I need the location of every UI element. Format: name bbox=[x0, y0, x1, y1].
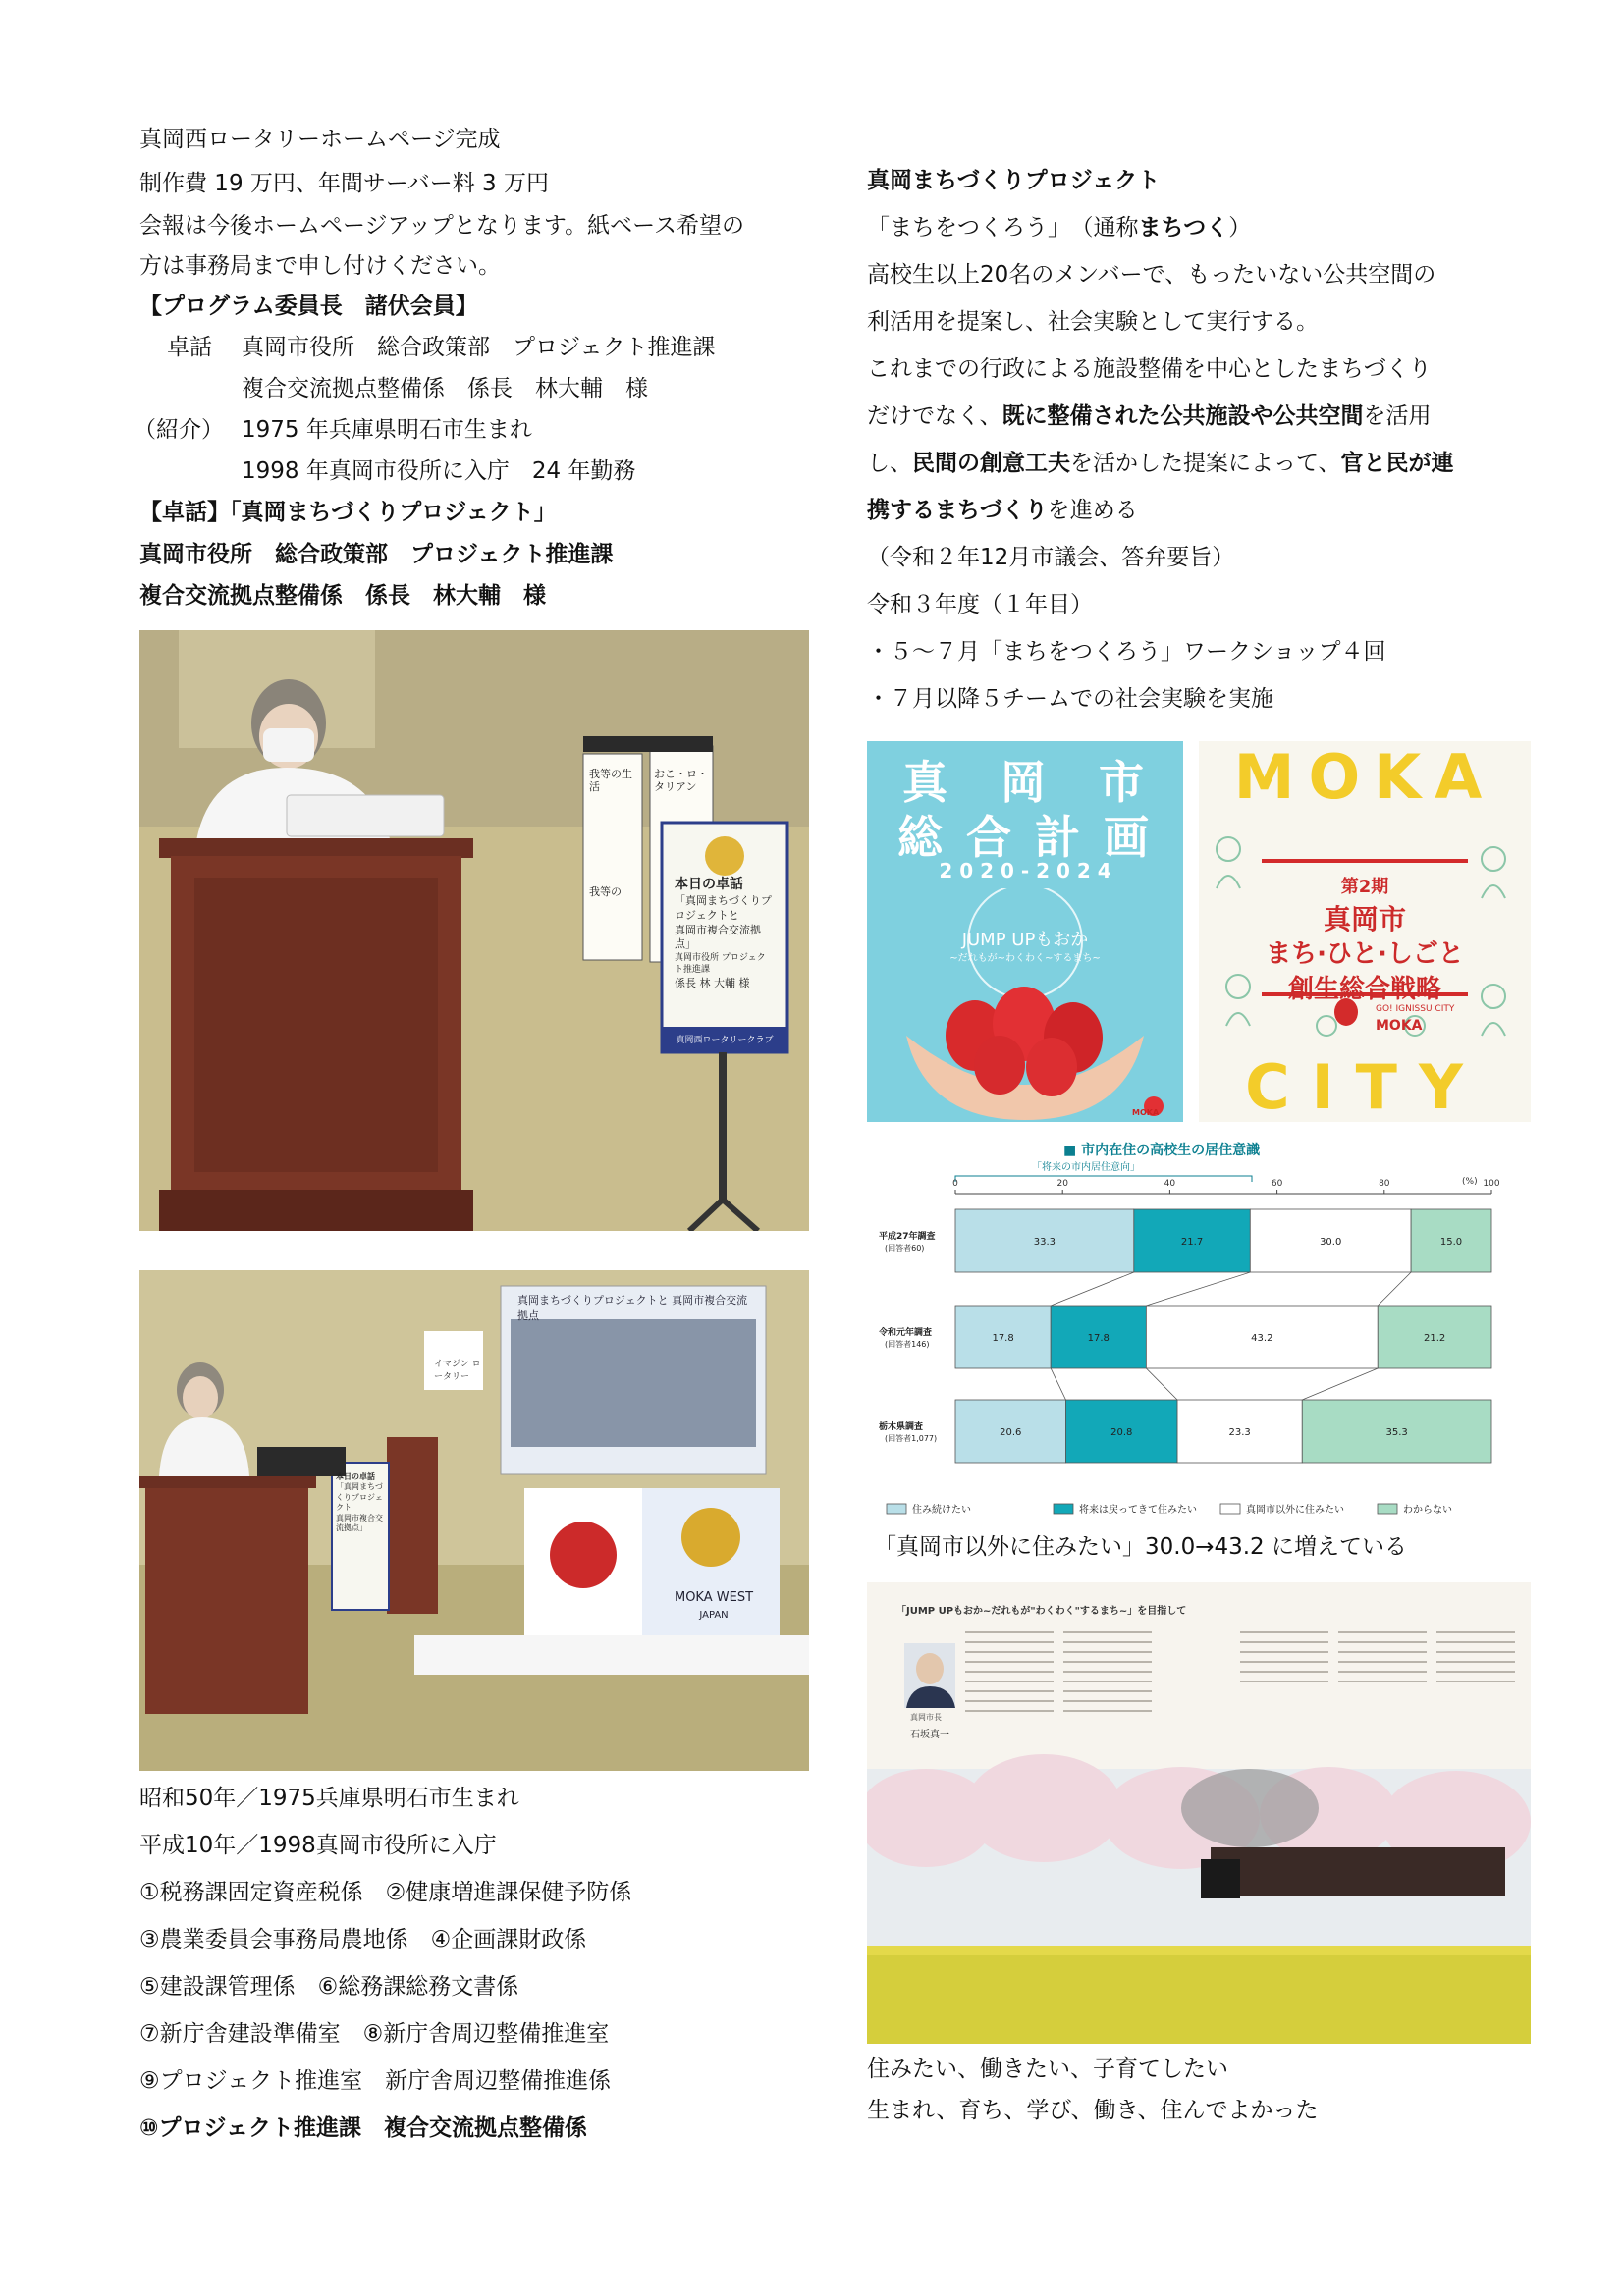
career-line-1: 昭和50年／1975兵庫県明石市生まれ bbox=[139, 1786, 519, 1811]
plan-title-2: 総 合 計 画 bbox=[896, 811, 1154, 864]
strategy-line-1: 真岡市 bbox=[1323, 903, 1406, 935]
flag-text-2: JAPAN bbox=[699, 1610, 729, 1621]
desc-line-2: 利活用を提案し、社会実験として実行する。 bbox=[867, 309, 1319, 335]
chart-data-label: 43.2 bbox=[1251, 1333, 1273, 1344]
plan-sub: ~だれもが~わくわく~するまち~ bbox=[949, 953, 1101, 964]
magazine-illustration bbox=[867, 1582, 1531, 2044]
desc-line-5 bbox=[867, 450, 1454, 479]
career-line-5: ⑤建設課管理係 ⑥総務課総務文書係 bbox=[139, 1974, 519, 2000]
career-line-2: 平成10年／1998真岡市役所に入庁 bbox=[139, 1833, 497, 1858]
chart-category-n: (回答者1,077) bbox=[885, 1434, 938, 1443]
strategy-line-2: まち·ひと·しごと bbox=[1266, 939, 1464, 969]
banner-footer: 真岡西ロータリークラブ bbox=[676, 1036, 774, 1045]
career-line-3: ①税務課固定資産税係 ②健康増進課保健予防係 bbox=[139, 1880, 632, 1905]
intro-line-2: 制作費 19 万円、年間サーバー料 3 万円 bbox=[139, 171, 549, 196]
chart-data-label: 35.3 bbox=[1385, 1427, 1408, 1438]
year-label: 令和３年度（１年目） bbox=[867, 592, 1093, 617]
chart-tick-label: 80 bbox=[1379, 1179, 1390, 1189]
chart-data-label: 21.7 bbox=[1180, 1237, 1204, 1248]
city-plan-cover bbox=[867, 741, 1183, 1122]
chart-connector bbox=[1051, 1272, 1134, 1306]
profile-line-1: 1975 年兵庫県明石市生まれ bbox=[242, 417, 532, 443]
survey-chart bbox=[867, 1137, 1507, 1523]
desc-text: し、 bbox=[867, 451, 912, 476]
plan-title-1: 真 岡 市 bbox=[902, 756, 1148, 809]
nickname-paren-close: ） bbox=[1228, 215, 1252, 240]
chart-connector bbox=[1378, 1272, 1411, 1306]
project-nickname bbox=[867, 214, 1251, 243]
chart-bracket bbox=[955, 1176, 1252, 1182]
closing-line-1: 住みたい、働きたい、子育てしたい bbox=[867, 2056, 1228, 2082]
intro-label: （紹介） bbox=[134, 417, 224, 443]
scroll-text-2: おこ・ロ・タリアン bbox=[654, 768, 708, 794]
profile-line-2: 1998 年真岡市役所に入庁 24 年勤務 bbox=[242, 458, 636, 484]
banner-line: 「真岡まちづくりプロジェクトと bbox=[675, 893, 772, 922]
chart-legend-swatch bbox=[1378, 1504, 1397, 1514]
chart-connector bbox=[1051, 1368, 1065, 1400]
career-line-6: ⑦新庁舎建設準備室 ⑧新庁舎周辺整備推進室 bbox=[139, 2021, 610, 2047]
chart-data-label: 23.3 bbox=[1228, 1427, 1251, 1438]
nickname-quote: 「まちをつくろう」 bbox=[867, 215, 1070, 240]
nickname-paren-open: （通称 bbox=[1082, 215, 1139, 240]
intro-line-4: 方は事務局まで申し付けください。 bbox=[139, 253, 501, 279]
presentation-illustration bbox=[139, 1270, 809, 1771]
chart-category-n: (回答者60) bbox=[885, 1244, 925, 1253]
closing-line-2: 生まれ、育ち、学び、働き、住んでよかった bbox=[867, 2098, 1319, 2123]
chart-legend-swatch bbox=[1220, 1504, 1240, 1514]
project-title: 真岡まちづくりプロジェクト bbox=[867, 168, 1161, 193]
scroll-text-3: 我等の bbox=[589, 885, 622, 898]
banner-line: 本日の卓話 bbox=[336, 1472, 375, 1481]
strategy-cover bbox=[1199, 741, 1531, 1122]
chart-data-label: 30.0 bbox=[1320, 1237, 1342, 1248]
talk-title: 【卓話】「真岡まちづくりプロジェクト」 bbox=[139, 500, 557, 525]
chart-connector bbox=[1146, 1272, 1250, 1306]
desc-text: だけでなく、 bbox=[867, 403, 1002, 429]
banner-line: 真岡市複合交流拠点」 bbox=[336, 1513, 383, 1532]
bullet-1: ・５～７月「まちをつくろう」ワークショップ４回 bbox=[867, 639, 1386, 665]
chart-tick-label: 20 bbox=[1056, 1179, 1068, 1189]
chart-category-label: 栃木県調査 bbox=[879, 1422, 924, 1432]
speaker-line-2: 複合交流拠点整備係 係長 林大輔 様 bbox=[242, 376, 648, 401]
magazine-headline: 「JUMP UPもおか~だれもが"わくわく"するまち~」を目指して bbox=[896, 1606, 1187, 1617]
chart-tick-label: 100 bbox=[1483, 1179, 1500, 1189]
chart-connector bbox=[1302, 1368, 1378, 1400]
chart-connector bbox=[1146, 1368, 1177, 1400]
desc-emphasis: 携するまちづくり bbox=[867, 498, 1048, 523]
survey-chart-svg bbox=[867, 1137, 1507, 1523]
chart-legend-swatch bbox=[1054, 1504, 1073, 1514]
magazine-caption-name: 石坂真一 bbox=[910, 1730, 949, 1740]
banner-text-2 bbox=[336, 1472, 387, 1533]
banner-line: 真岡市複合交流拠点」 bbox=[675, 923, 761, 951]
desc-text: を活かした提案によって、 bbox=[1070, 451, 1341, 476]
banner-line: 本日の卓話 bbox=[675, 877, 743, 892]
banner-text bbox=[675, 876, 773, 990]
desc-line-6 bbox=[867, 497, 1138, 526]
strategy-logo-1: MOKA bbox=[1376, 1018, 1423, 1034]
chart-data-label: 15.0 bbox=[1439, 1237, 1463, 1248]
chart-category-label: 令和元年調査 bbox=[879, 1328, 933, 1338]
strategy-logo-2: GO! IGNISSU CITY bbox=[1376, 1004, 1455, 1014]
chart-rows bbox=[878, 1209, 1491, 1463]
magazine-spread bbox=[867, 1582, 1531, 2044]
flag-text-1: MOKA WEST bbox=[674, 1590, 754, 1605]
speech-label: 卓話 bbox=[167, 335, 212, 360]
banner-line: 係長 林 大輔 様 bbox=[675, 976, 750, 989]
strategy-top-text: MOKA bbox=[1233, 741, 1496, 813]
chart-data-label: 20.6 bbox=[1000, 1427, 1022, 1438]
career-line-4: ③農業委員会事務局農地係 ④企画課財政係 bbox=[139, 1927, 587, 1952]
program-chair: 【プログラム委員長 諸伏会員】 bbox=[139, 294, 478, 319]
desc-line-3: これまでの行政による施設整備を中心としたまちづくり bbox=[867, 356, 1432, 382]
source-note: （令和２年12月市議会、答弁要旨） bbox=[867, 545, 1235, 570]
strawberry-hands-illustration bbox=[867, 888, 1183, 1122]
desc-text: を活用 bbox=[1363, 403, 1432, 429]
chart-legend-label: わからない bbox=[1403, 1505, 1452, 1516]
chart-data-label: 17.8 bbox=[992, 1333, 1014, 1344]
banner-line: 真岡市役所 プロジェクト推進課 bbox=[675, 953, 766, 976]
desc-emphasis: 官と民が連 bbox=[1340, 451, 1454, 476]
poster-text: イマジン ロータリー bbox=[434, 1360, 481, 1382]
desc-emphasis: 民間の創意工夫 bbox=[912, 451, 1070, 476]
chart-unit: (%) bbox=[1462, 1177, 1478, 1187]
chart-title: ■ 市内在住の高校生の居住意識 bbox=[1063, 1143, 1261, 1158]
chart-tick-label: 60 bbox=[1271, 1179, 1283, 1189]
chart-tick-label: 40 bbox=[1164, 1179, 1176, 1189]
chart-bracket-label: 「将来の市内居住意向」 bbox=[1032, 1162, 1140, 1173]
desc-text: を進める bbox=[1047, 498, 1138, 523]
nickname-bold: まちつく bbox=[1138, 215, 1229, 240]
chart-legend-swatch bbox=[887, 1504, 906, 1514]
career-line-7: ⑨プロジェクト推進室 新庁舎周辺整備推進係 bbox=[139, 2068, 612, 2094]
career-line-8: ⑩プロジェクト推進課 複合交流拠点整備係 bbox=[139, 2115, 588, 2141]
strategy-line-3: 創生総合戦略 bbox=[1287, 975, 1441, 1004]
plan-years: 2 0 2 0 - 2 0 2 4 bbox=[939, 859, 1111, 882]
desc-line-4 bbox=[867, 402, 1432, 432]
desc-line-1: 高校生以上20名のメンバーで、もったいない公共空間の bbox=[867, 262, 1436, 288]
chart-legend-label: 真岡市以外に住みたい bbox=[1246, 1505, 1344, 1516]
screen-title: 真岡まちづくりプロジェクトと 真岡市複合交流拠点 bbox=[517, 1294, 748, 1322]
speaker-line-1: 真岡市役所 総合政策部 プロジェクト推進課 bbox=[242, 335, 716, 360]
chart-tick-label: 0 bbox=[952, 1179, 958, 1189]
chart-category-n: (回答者146) bbox=[885, 1340, 930, 1349]
plan-slogan: JUMP UPもおか bbox=[961, 930, 1089, 950]
desc-emphasis: 既に整備された公共施設や公共空間 bbox=[1001, 403, 1364, 429]
intro-line-1: 真岡西ロータリーホームページ完成 bbox=[139, 127, 501, 152]
chart-category-label: 平成27年調査 bbox=[879, 1232, 936, 1242]
presentation-photo bbox=[139, 1270, 809, 1771]
chart-caption: 「真岡市以外に住みたい」30.0→43.2 に増えている bbox=[874, 1534, 1408, 1560]
chart-legend-label: 住み続けたい bbox=[912, 1505, 971, 1516]
plan-logo: MOKA bbox=[1132, 1108, 1160, 1117]
chart-legend-label: 将来は戻ってきて住みたい bbox=[1079, 1505, 1197, 1516]
chart-data-label: 33.3 bbox=[1033, 1237, 1056, 1248]
bullet-2: ・７月以降５チームでの社会実験を実施 bbox=[867, 686, 1273, 712]
strategy-bottom-text: CITY bbox=[1245, 1051, 1485, 1122]
scroll-text-1: 我等の生活 bbox=[589, 768, 632, 794]
talk-org-1: 真岡市役所 総合政策部 プロジェクト推進課 bbox=[139, 542, 614, 567]
strategy-phase: 第2期 bbox=[1340, 877, 1389, 897]
chart-data-label: 17.8 bbox=[1087, 1333, 1110, 1344]
chart-ticks bbox=[952, 1179, 1500, 1194]
magazine-caption-role: 真岡市長 bbox=[910, 1713, 942, 1722]
chart-data-label: 21.2 bbox=[1423, 1333, 1446, 1344]
chart-legend bbox=[887, 1503, 1452, 1516]
chart-data-label: 20.8 bbox=[1110, 1427, 1133, 1438]
banner-line: 「真岡まちづくりプロジェクト bbox=[336, 1482, 383, 1513]
speaker-podium-photo bbox=[139, 630, 809, 1231]
intro-line-3: 会報は今後ホームページアップとなります。紙ベース希望の bbox=[139, 213, 744, 239]
talk-org-2: 複合交流拠点整備係 係長 林大輔 様 bbox=[139, 583, 546, 609]
